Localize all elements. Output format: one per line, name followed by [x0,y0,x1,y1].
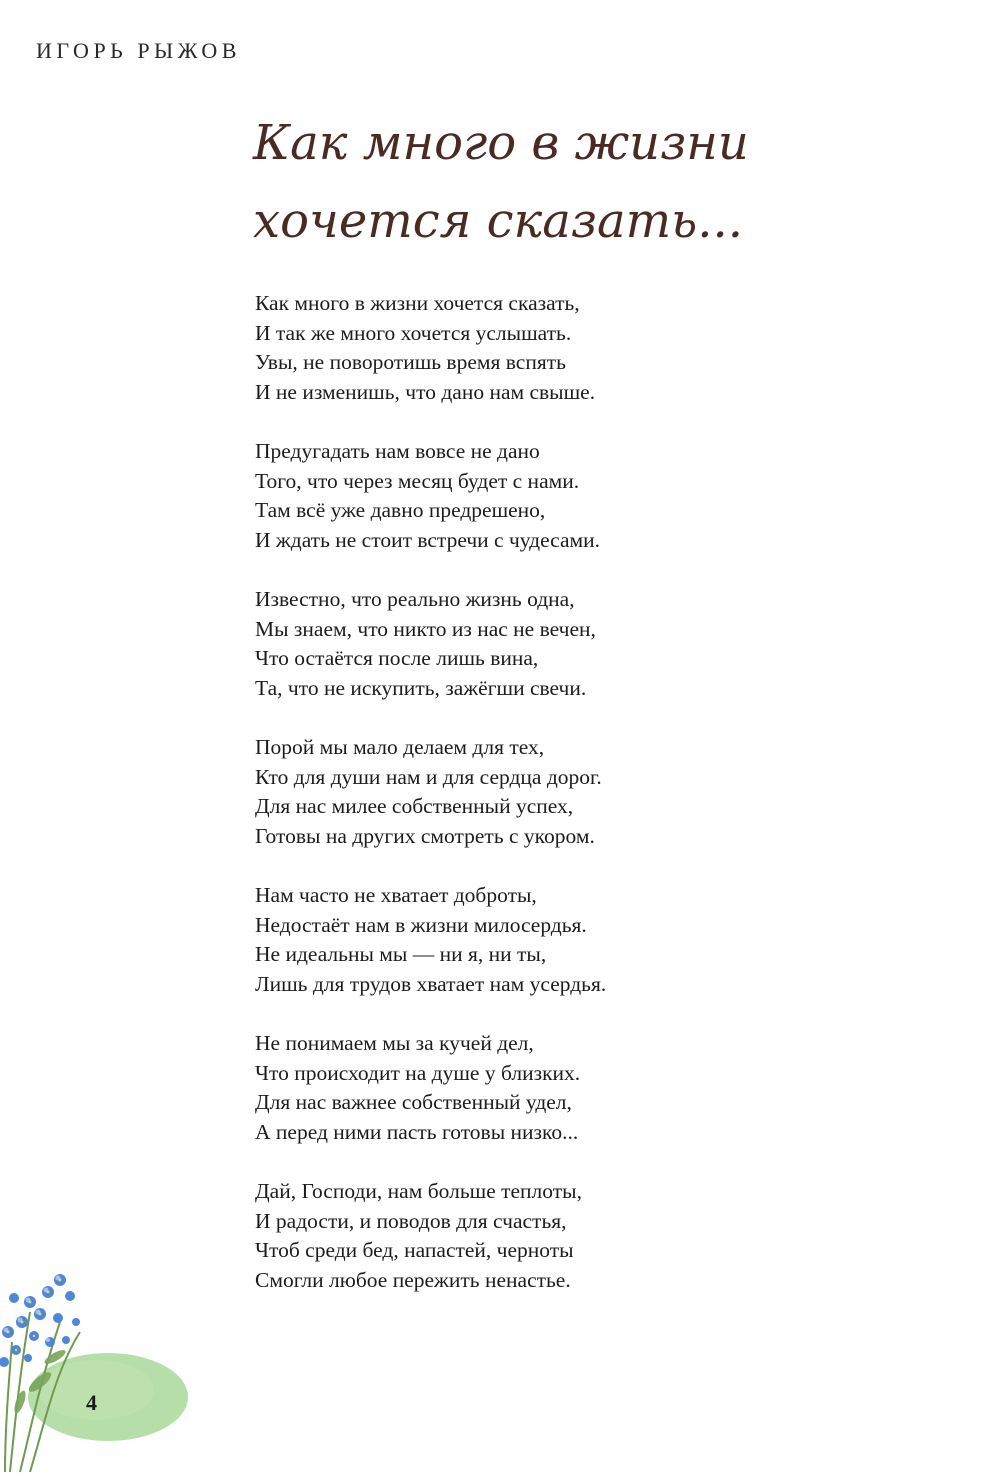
poem-line: А перед ними пасть готовы низко... [255,1119,579,1144]
stanza [255,585,606,733]
poem-line: Готовы на других смотреть с укором. [255,823,595,848]
poem-line: И не изменишь, что дано нам свыше. [255,379,596,404]
poem-line: Та, что не искупить, зажёгши свечи. [255,675,587,700]
stanza [255,437,606,585]
poem-line: Того, что через месяц будет с нами. [255,468,580,493]
stanza [255,1177,606,1325]
page-number: 4 [86,1390,97,1415]
poem-line: Смогли любое пережить ненастье. [255,1267,571,1292]
poem-line: Не понимаем мы за кучей дел, [255,1031,534,1055]
poem-line: Лишь для трудов хватает нам усердья. [255,971,607,996]
poem-line: Для нас важнее собственный удел, [255,1090,572,1114]
poem-body [255,289,606,1325]
poem-line: Что остаётся после лишь вина, [255,646,539,670]
poem-line: И ждать не стоит встречи с чудесами. [255,527,601,552]
poem-line: Что происходит на душе у близких. [255,1060,581,1085]
poem-line: Для нас милее собственный успех, [255,794,574,818]
poem-line: Известно, что реально жизнь одна, [255,587,575,611]
poem-title [253,104,749,260]
poem-line: И так же много хочется услышать. [255,320,572,345]
poem-line: Как много в жизни хочется сказать, [255,291,580,315]
forget-me-not-bouquet-icon [0,1262,200,1481]
stanza [255,733,606,881]
poem-line: Дай, Господи, нам больше теплоты, [255,1179,582,1203]
poem-line: Порой мы мало делаем для тех, [255,735,545,759]
poem-line: Нам часто не хватает доброты, [255,883,537,907]
poem-line: Чтоб среди бед, напастей, черноты [255,1238,574,1262]
poem-line: Не идеальны мы — ни я, ни ты, [255,942,547,966]
running-head-author: ИГОРЬ РЫЖОВ [36,38,241,63]
poem-title-line-2: хочется сказать... [253,193,744,249]
poem-line: И радости, и поводов для счастья, [255,1208,567,1233]
stanza [255,1029,606,1177]
poem-line: Кто для души нам и для сердца дорог. [255,764,602,789]
poem-line: Мы знаем, что никто из нас не вечен, [255,616,596,641]
poem-line: Там всё уже давно предрешено, [255,498,546,522]
poem-line: Предугадать нам вовсе не дано [255,439,540,463]
poem-line: Недостаёт нам в жизни милосердья. [255,912,587,937]
poem-title-line-1: Как много в жизни [253,115,749,171]
stanza [255,881,606,1029]
poem-line: Увы, не поворотишь время вспять [255,350,566,374]
stanza [255,289,606,437]
